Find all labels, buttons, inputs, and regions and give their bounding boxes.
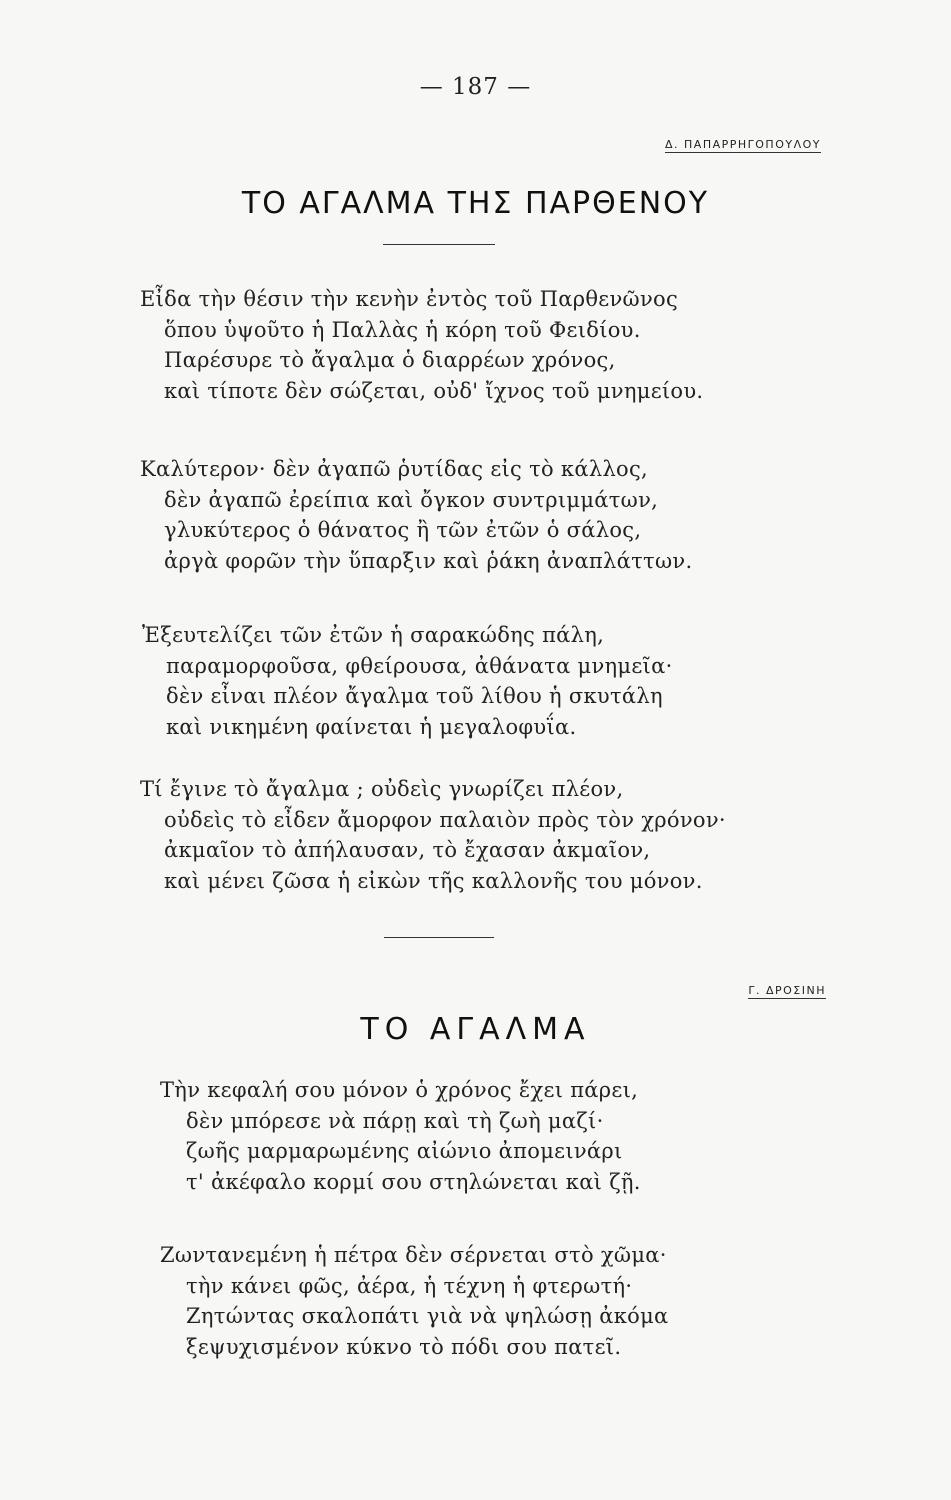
poem-line: ξεψυχισμένον κύκνο τὸ πόδι σου πατεῖ. bbox=[186, 1334, 622, 1359]
poem-line: Τί ἔγινε τὸ ἄγαλμα ; οὐδεὶς γνωρίζει πλέον, bbox=[140, 777, 624, 801]
poem-title-agalma: ΤΟ ΑΓΑΛΜΑ bbox=[360, 1012, 591, 1047]
stanza-3 bbox=[142, 620, 673, 742]
author-drosinis: Γ. ΔΡΟΣΙΝΗ bbox=[748, 984, 826, 997]
poem-line: τ' ἀκέφαλο κορμί σου στηλώνεται καὶ ζῇ. bbox=[186, 1169, 641, 1194]
poem-line: ζωῆς μαρμαρωμένης αἰώνιο ἀπομεινάρι bbox=[186, 1139, 623, 1163]
poem-line: καὶ μένει ζῶσα ἡ εἰκὼν τῆς καλλονῆς του μόνον. bbox=[164, 868, 703, 893]
poem-line: Καλύτερον· δὲν ἀγαπῶ ῥυτίδας εἰς τὸ κάλλος, bbox=[140, 457, 649, 481]
stanza-1 bbox=[140, 284, 703, 406]
poem-separator bbox=[384, 937, 494, 938]
poem-line: δὲν εἶναι πλέον ἄγαλμα τοῦ λίθου ἡ σκυτάλη bbox=[166, 684, 663, 708]
poem-title-parthenos: ΤΟ ΑΓΑΛΜΑ ΤΗΣ ΠΑΡΘΕΝΟΥ bbox=[241, 186, 710, 221]
stanza-4 bbox=[140, 774, 726, 896]
title-divider bbox=[383, 244, 495, 245]
poem-line: Εἶδα τὴν θέσιν τὴν κενὴν ἐντὸς τοῦ Παρθενῶνος bbox=[140, 287, 679, 311]
stanza-2 bbox=[140, 454, 692, 576]
stanza-5 bbox=[160, 1075, 641, 1197]
poem-line: οὐδεὶς τὸ εἶδεν ἄμορφον παλαιὸν πρὸς τὸν χρόνον· bbox=[164, 807, 726, 832]
poem-line: ἀκμαῖον τὸ ἀπήλαυσαν, τὸ ἔχασαν ἀκμαῖον, bbox=[164, 838, 651, 862]
poem-line: καὶ νικημένη φαίνεται ἡ μεγαλοφυΐα. bbox=[166, 714, 577, 739]
poem-line: δὲν ἀγαπῶ ἐρείπια καὶ ὄγκον συντριμμάτων, bbox=[164, 487, 659, 512]
poem-line: Τὴν κεφαλή σου μόνον ὁ χρόνος ἔχει πάρει, bbox=[160, 1078, 639, 1102]
poem-line: καὶ τίποτε δὲν σώζεται, οὐδ' ἴχνος τοῦ μνημείου. bbox=[164, 378, 704, 403]
poem-line: ὅπου ὑψοῦτο ἡ Παλλὰς ἡ κόρη τοῦ Φειδίου. bbox=[164, 317, 641, 342]
poem-line: Ἐξευτελίζει τῶν ἐτῶν ἡ σαρακώδης πάλη, bbox=[142, 623, 605, 647]
page-number: — 187 — bbox=[419, 74, 532, 100]
poem-line: δὲν μπόρεσε νὰ πάρῃ καὶ τὴ ζωὴ μαζί· bbox=[186, 1108, 604, 1133]
poem-line: Ζωντανεμένη ἡ πέτρα δὲν σέρνεται στὸ χῶμα· bbox=[160, 1243, 667, 1267]
poem-line: παραμορφοῦσα, φθείρουσα, ἀθάνατα μνημεῖα· bbox=[166, 653, 673, 678]
poem-line: Ζητώντας σκαλοπάτι γιὰ νὰ ψηλώσῃ ἀκόμα bbox=[186, 1304, 669, 1328]
poem-line: ἀργὰ φορῶν τὴν ὕπαρξιν καὶ ῥάκη ἀναπλάττων. bbox=[164, 548, 693, 573]
stanza-6 bbox=[160, 1240, 669, 1362]
poem-line: Παρέσυρε τὸ ἄγαλμα ὁ διαρρέων χρόνος, bbox=[164, 348, 616, 372]
poem-line: γλυκύτερος ὁ θάνατος ἢ τῶν ἐτῶν ὁ σάλος, bbox=[164, 518, 642, 542]
author-paparrigopoulos: Δ. ΠΑΠΑΡΡΗΓΟΠΟΥΛΟΥ bbox=[665, 138, 821, 151]
poem-line: τὴν κάνει φῶς, ἀέρα, ἡ τέχνη ἡ φτερωτή· bbox=[186, 1273, 633, 1298]
